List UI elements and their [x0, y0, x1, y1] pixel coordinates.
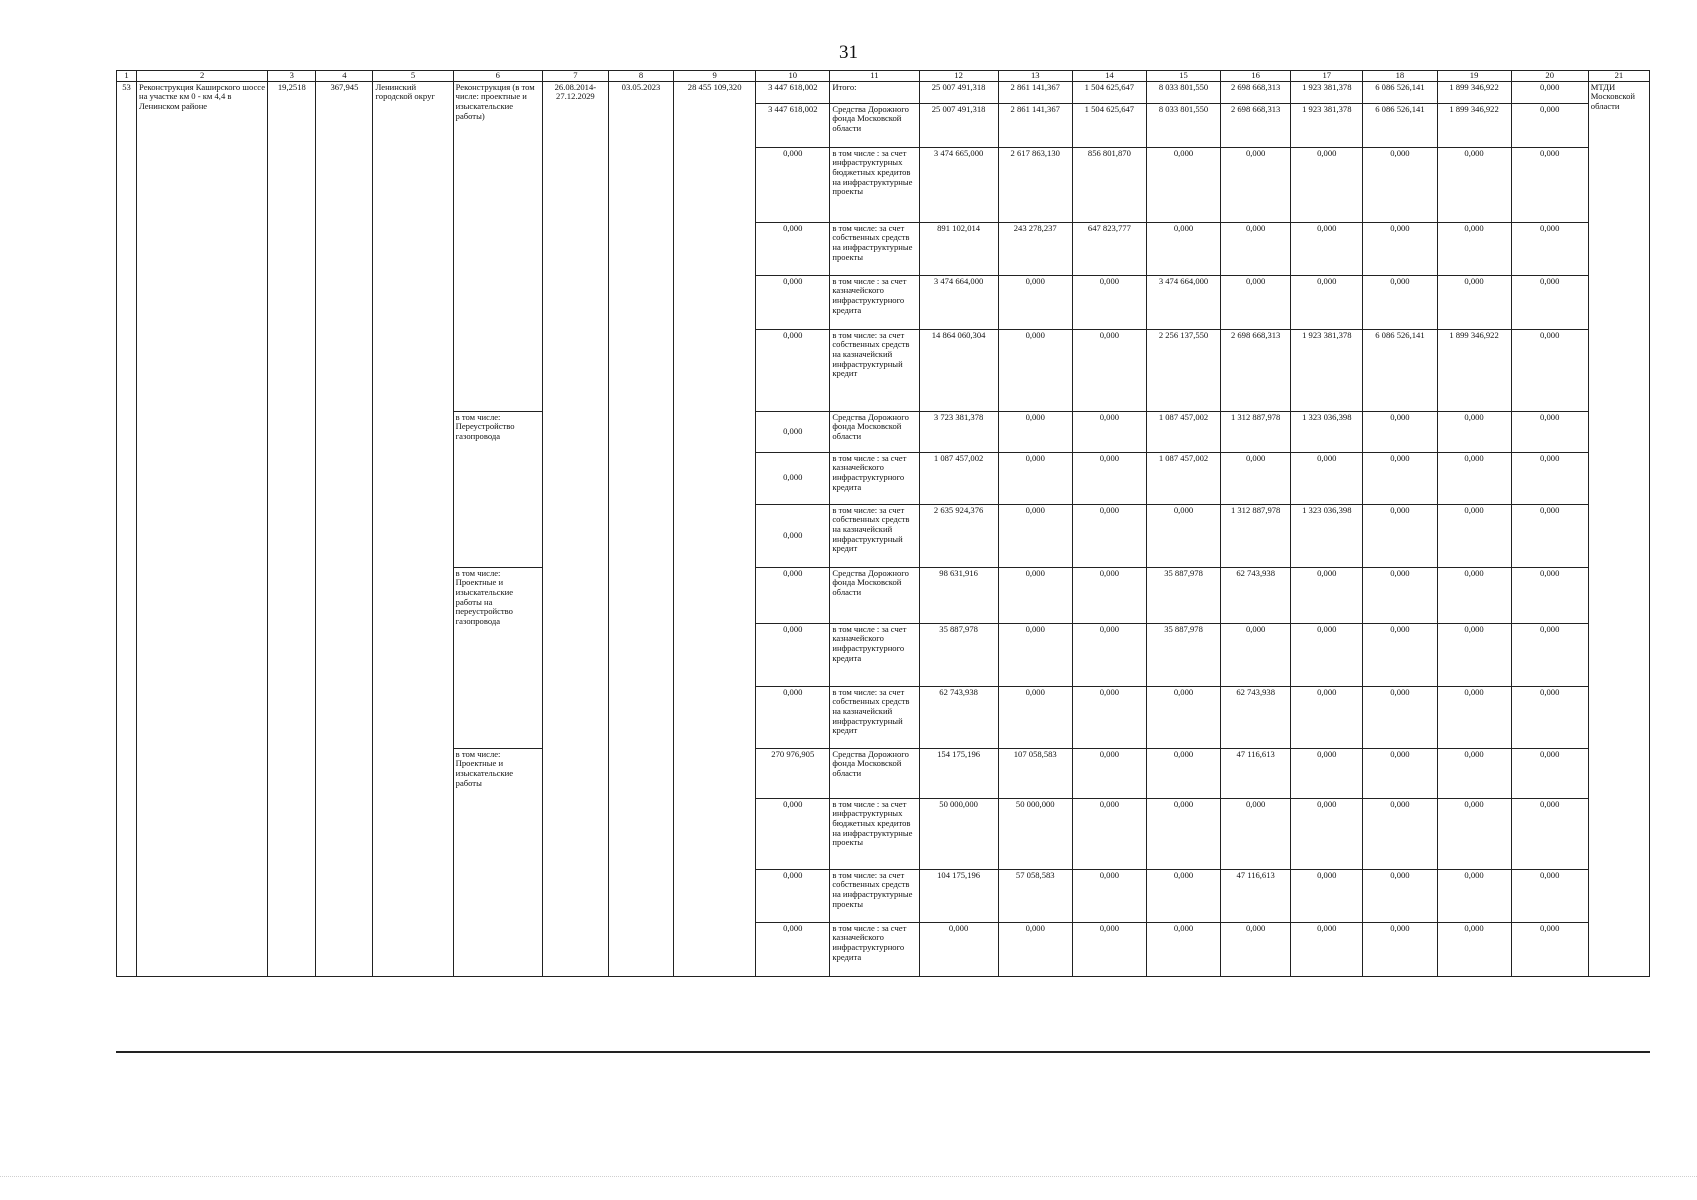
funding-source: в том числе : за счет инфраструктурных бюджетных кредитов на инфраструктурные проекты [830, 147, 919, 222]
year-value: 2 698 668,313 [1221, 329, 1291, 411]
column-number-row [117, 71, 1650, 82]
year-value: 2 617 863,130 [998, 147, 1072, 222]
year-value: 0,000 [1221, 222, 1291, 275]
financing-table [116, 70, 1650, 977]
year-value: 0,000 [1291, 452, 1363, 504]
year-value: 0,000 [1437, 452, 1511, 504]
year-value: 0,000 [1291, 748, 1363, 798]
spent-value: 0,000 [756, 504, 830, 567]
column-number: 10 [756, 71, 830, 82]
year-value: 0,000 [1072, 275, 1146, 329]
year-value: 0,000 [998, 567, 1072, 623]
year-value: 0,000 [1363, 411, 1437, 452]
year-value: 0,000 [1146, 748, 1220, 798]
year-value: 0,000 [1511, 922, 1588, 976]
year-value: 1 899 346,922 [1437, 329, 1511, 411]
spent-value: 0,000 [756, 686, 830, 748]
year-value: 0,000 [998, 411, 1072, 452]
funding-source: Средства Дорожного фонда Московской области [830, 567, 919, 623]
year-value: 0,000 [998, 623, 1072, 686]
year-value: 0,000 [1511, 222, 1588, 275]
year-value: 62 743,938 [1221, 567, 1291, 623]
year-value: 0,000 [1146, 869, 1220, 922]
spent-value: 0,000 [756, 222, 830, 275]
work-dates: 26.08.2014-27.12.2029 [542, 81, 608, 976]
funding-source: в том числе: за счет собственных средств на инфраструктурные проекты [830, 869, 919, 922]
column-number: 12 [919, 71, 998, 82]
year-value: 0,000 [1363, 869, 1437, 922]
year-value: 0,000 [1437, 147, 1511, 222]
funding-source: в том числе : за счет казначейского инфраструктурного кредита [830, 623, 919, 686]
column-number: 2 [137, 71, 268, 82]
year-value: 1 899 346,922 [1437, 81, 1511, 103]
year-value: 3 474 664,000 [919, 275, 998, 329]
year-value: 0,000 [1511, 686, 1588, 748]
year-value: 6 086 526,141 [1363, 81, 1437, 103]
year-value: 856 801,870 [1072, 147, 1146, 222]
year-value: 0,000 [1437, 275, 1511, 329]
year-value: 0,000 [1363, 504, 1437, 567]
year-value: 0,000 [1511, 411, 1588, 452]
year-value: 0,000 [998, 275, 1072, 329]
column-number: 9 [674, 71, 756, 82]
year-value: 0,000 [1363, 922, 1437, 976]
year-value: 0,000 [1072, 411, 1146, 452]
year-value: 647 823,777 [1072, 222, 1146, 275]
column-number: 4 [316, 71, 373, 82]
year-value: 0,000 [1437, 567, 1511, 623]
work-type: в том числе: Проектные и изыскательские работы [453, 748, 542, 976]
year-value: 1 504 625,647 [1072, 103, 1146, 147]
table-row [117, 81, 1650, 103]
year-value: 0,000 [1363, 452, 1437, 504]
work-type: в том числе: Переустройство газопровода [453, 411, 542, 567]
year-value: 0,000 [1221, 275, 1291, 329]
total-cost: 28 455 109,320 [674, 81, 756, 976]
year-value: 1 504 625,647 [1072, 81, 1146, 103]
column-number: 1 [117, 71, 137, 82]
work-type: в том числе: Проектные и изыскательские работы на переустройство газопровода [453, 567, 542, 748]
year-value: 0,000 [1146, 147, 1220, 222]
responsible-org: МТДИ Московской области [1588, 81, 1649, 976]
year-value: 0,000 [1146, 222, 1220, 275]
column-number: 7 [542, 71, 608, 82]
year-value: 0,000 [1437, 222, 1511, 275]
year-value: 104 175,196 [919, 869, 998, 922]
year-value: 50 000,000 [998, 798, 1072, 869]
spent-value: 0,000 [756, 623, 830, 686]
year-value: 0,000 [1291, 869, 1363, 922]
funding-source: Средства Дорожного фонда Московской области [830, 411, 919, 452]
year-value: 50 000,000 [919, 798, 998, 869]
year-value: 0,000 [1511, 798, 1588, 869]
year-value: 0,000 [1437, 411, 1511, 452]
funding-source: Итого: [830, 81, 919, 103]
year-value: 1 087 457,002 [919, 452, 998, 504]
year-value: 2 698 668,313 [1221, 103, 1291, 147]
table-bottom-rule [116, 1051, 1650, 1053]
year-value: 14 864 060,304 [919, 329, 998, 411]
column-number: 15 [1146, 71, 1220, 82]
year-value: 3 474 665,000 [919, 147, 998, 222]
year-value: 0,000 [1437, 504, 1511, 567]
funding-source: Средства Дорожного фонда Московской области [830, 748, 919, 798]
column-number: 16 [1221, 71, 1291, 82]
year-value: 2 861 141,367 [998, 103, 1072, 147]
year-value: 0,000 [998, 686, 1072, 748]
year-value: 0,000 [1511, 275, 1588, 329]
year-value: 0,000 [1072, 798, 1146, 869]
funding-source: в том числе: за счет собственных средств на казначейский инфраструктурный кредит [830, 686, 919, 748]
year-value: 0,000 [1221, 922, 1291, 976]
year-value: 0,000 [1291, 798, 1363, 869]
funding-source: в том числе : за счет казначейского инфраструктурного кредита [830, 922, 919, 976]
year-value: 2 861 141,367 [998, 81, 1072, 103]
year-value: 0,000 [1072, 504, 1146, 567]
spent-value: 0,000 [756, 329, 830, 411]
year-value: 0,000 [1511, 504, 1588, 567]
year-value: 0,000 [1291, 275, 1363, 329]
year-value: 57 058,583 [998, 869, 1072, 922]
year-value: 1 323 036,398 [1291, 411, 1363, 452]
year-value: 0,000 [1437, 869, 1511, 922]
column-number: 14 [1072, 71, 1146, 82]
year-value: 1 923 381,378 [1291, 81, 1363, 103]
spent-value: 0,000 [756, 411, 830, 452]
funding-source: Средства Дорожного фонда Московской области [830, 103, 919, 147]
year-value: 0,000 [1437, 748, 1511, 798]
year-value: 0,000 [1221, 452, 1291, 504]
column-number: 19 [1437, 71, 1511, 82]
district: Ленинский городской округ [373, 81, 453, 976]
year-value: 0,000 [1511, 567, 1588, 623]
year-value: 1 923 381,378 [1291, 103, 1363, 147]
year-value: 0,000 [1511, 623, 1588, 686]
year-value: 0,000 [1511, 748, 1588, 798]
column-number: 17 [1291, 71, 1363, 82]
year-value: 35 887,978 [1146, 567, 1220, 623]
funding-source: в том числе : за счет казначейского инфраструктурного кредита [830, 275, 919, 329]
year-value: 154 175,196 [919, 748, 998, 798]
year-value: 0,000 [1437, 623, 1511, 686]
year-value: 0,000 [1437, 798, 1511, 869]
year-value: 0,000 [1146, 798, 1220, 869]
scan-artifact-line [0, 1176, 1697, 1179]
year-value: 0,000 [1072, 686, 1146, 748]
year-value: 0,000 [1363, 147, 1437, 222]
year-value: 25 007 491,318 [919, 81, 998, 103]
year-value: 0,000 [1291, 686, 1363, 748]
funding-source: в том числе: за счет собственных средств на инфраструктурные проекты [830, 222, 919, 275]
year-value: 0,000 [1072, 869, 1146, 922]
work-type: Реконструкция (в том числе: проектные и изыскательские работы) [453, 81, 542, 411]
year-value: 0,000 [998, 504, 1072, 567]
column-number: 6 [453, 71, 542, 82]
spent-value: 0,000 [756, 567, 830, 623]
year-value: 0,000 [1146, 504, 1220, 567]
year-value: 3 723 381,378 [919, 411, 998, 452]
year-value: 0,000 [1291, 623, 1363, 686]
year-value: 1 087 457,002 [1146, 411, 1220, 452]
year-value: 1 323 036,398 [1291, 504, 1363, 567]
year-value: 0,000 [1363, 686, 1437, 748]
column-number: 13 [998, 71, 1072, 82]
year-value: 0,000 [919, 922, 998, 976]
year-value: 0,000 [1511, 81, 1588, 103]
year-value: 8 033 801,550 [1146, 81, 1220, 103]
column-number: 21 [1588, 71, 1649, 82]
year-value: 2 698 668,313 [1221, 81, 1291, 103]
year-value: 0,000 [1511, 329, 1588, 411]
column-number: 8 [608, 71, 673, 82]
year-value: 62 743,938 [1221, 686, 1291, 748]
column-number: 5 [373, 71, 453, 82]
object-name: Реконструкция Каширского шоссе на участке км 0 - км 4,4 в Ленинском районе [137, 81, 268, 976]
year-value: 0,000 [1072, 567, 1146, 623]
year-value: 62 743,938 [919, 686, 998, 748]
spent-value: 0,000 [756, 452, 830, 504]
year-value: 1 312 887,978 [1221, 411, 1291, 452]
year-value: 0,000 [1146, 922, 1220, 976]
year-value: 0,000 [1511, 103, 1588, 147]
year-value: 0,000 [1511, 452, 1588, 504]
year-value: 0,000 [1363, 567, 1437, 623]
year-value: 0,000 [1221, 147, 1291, 222]
funding-source: в том числе: за счет собственных средств на казначейский инфраструктурный кредит [830, 329, 919, 411]
year-value: 0,000 [1072, 452, 1146, 504]
year-value: 0,000 [1437, 922, 1511, 976]
column-number: 20 [1511, 71, 1588, 82]
funding-source: в том числе : за счет инфраструктурных бюджетных кредитов на инфраструктурные проекты [830, 798, 919, 869]
column-number: 18 [1363, 71, 1437, 82]
year-value: 8 033 801,550 [1146, 103, 1220, 147]
year-value: 47 116,613 [1221, 869, 1291, 922]
year-value: 0,000 [998, 452, 1072, 504]
spent-value: 3 447 618,002 [756, 81, 830, 103]
completion-date: 03.05.2023 [608, 81, 673, 976]
page-number: 31 [839, 42, 858, 63]
year-value: 1 923 381,378 [1291, 329, 1363, 411]
year-value: 25 007 491,318 [919, 103, 998, 147]
year-value: 0,000 [1363, 222, 1437, 275]
year-value: 243 278,237 [998, 222, 1072, 275]
year-value: 1 087 457,002 [1146, 452, 1220, 504]
year-value: 2 635 924,376 [919, 504, 998, 567]
year-value: 0,000 [1146, 686, 1220, 748]
spent-value: 0,000 [756, 147, 830, 222]
length-value: 19,2518 [268, 81, 316, 976]
year-value: 0,000 [1363, 748, 1437, 798]
spent-value: 0,000 [756, 869, 830, 922]
year-value: 891 102,014 [919, 222, 998, 275]
year-value: 0,000 [1291, 222, 1363, 275]
year-value: 6 086 526,141 [1363, 329, 1437, 411]
spent-value: 270 976,905 [756, 748, 830, 798]
spent-value: 0,000 [756, 275, 830, 329]
year-value: 35 887,978 [919, 623, 998, 686]
year-value: 47 116,613 [1221, 748, 1291, 798]
spent-value: 3 447 618,002 [756, 103, 830, 147]
year-value: 0,000 [998, 329, 1072, 411]
year-value: 0,000 [1363, 275, 1437, 329]
year-value: 1 899 346,922 [1437, 103, 1511, 147]
year-value: 98 631,916 [919, 567, 998, 623]
year-value: 0,000 [1511, 869, 1588, 922]
column-number: 11 [830, 71, 919, 82]
year-value: 0,000 [1072, 922, 1146, 976]
year-value: 0,000 [1291, 922, 1363, 976]
year-value: 2 256 137,550 [1146, 329, 1220, 411]
funding-source: в том числе : за счет казначейского инфраструктурного кредита [830, 452, 919, 504]
spent-value: 0,000 [756, 798, 830, 869]
year-value: 0,000 [998, 922, 1072, 976]
year-value: 0,000 [1363, 623, 1437, 686]
year-value: 0,000 [1437, 686, 1511, 748]
year-value: 35 887,978 [1146, 623, 1220, 686]
year-value: 0,000 [1511, 147, 1588, 222]
year-value: 0,000 [1221, 623, 1291, 686]
year-value: 0,000 [1221, 798, 1291, 869]
year-value: 0,000 [1072, 748, 1146, 798]
funding-source: в том числе: за счет собственных средств на казначейский инфраструктурный кредит [830, 504, 919, 567]
year-value: 6 086 526,141 [1363, 103, 1437, 147]
year-value: 0,000 [1072, 623, 1146, 686]
year-value: 3 474 664,000 [1146, 275, 1220, 329]
year-value: 0,000 [1363, 798, 1437, 869]
year-value: 0,000 [1291, 147, 1363, 222]
column-number: 3 [268, 71, 316, 82]
year-value: 0,000 [1291, 567, 1363, 623]
year-value: 107 058,583 [998, 748, 1072, 798]
year-value: 1 312 887,978 [1221, 504, 1291, 567]
year-value: 0,000 [1072, 329, 1146, 411]
area-value: 367,945 [316, 81, 373, 976]
spent-value: 0,000 [756, 922, 830, 976]
row-number: 53 [117, 81, 137, 976]
